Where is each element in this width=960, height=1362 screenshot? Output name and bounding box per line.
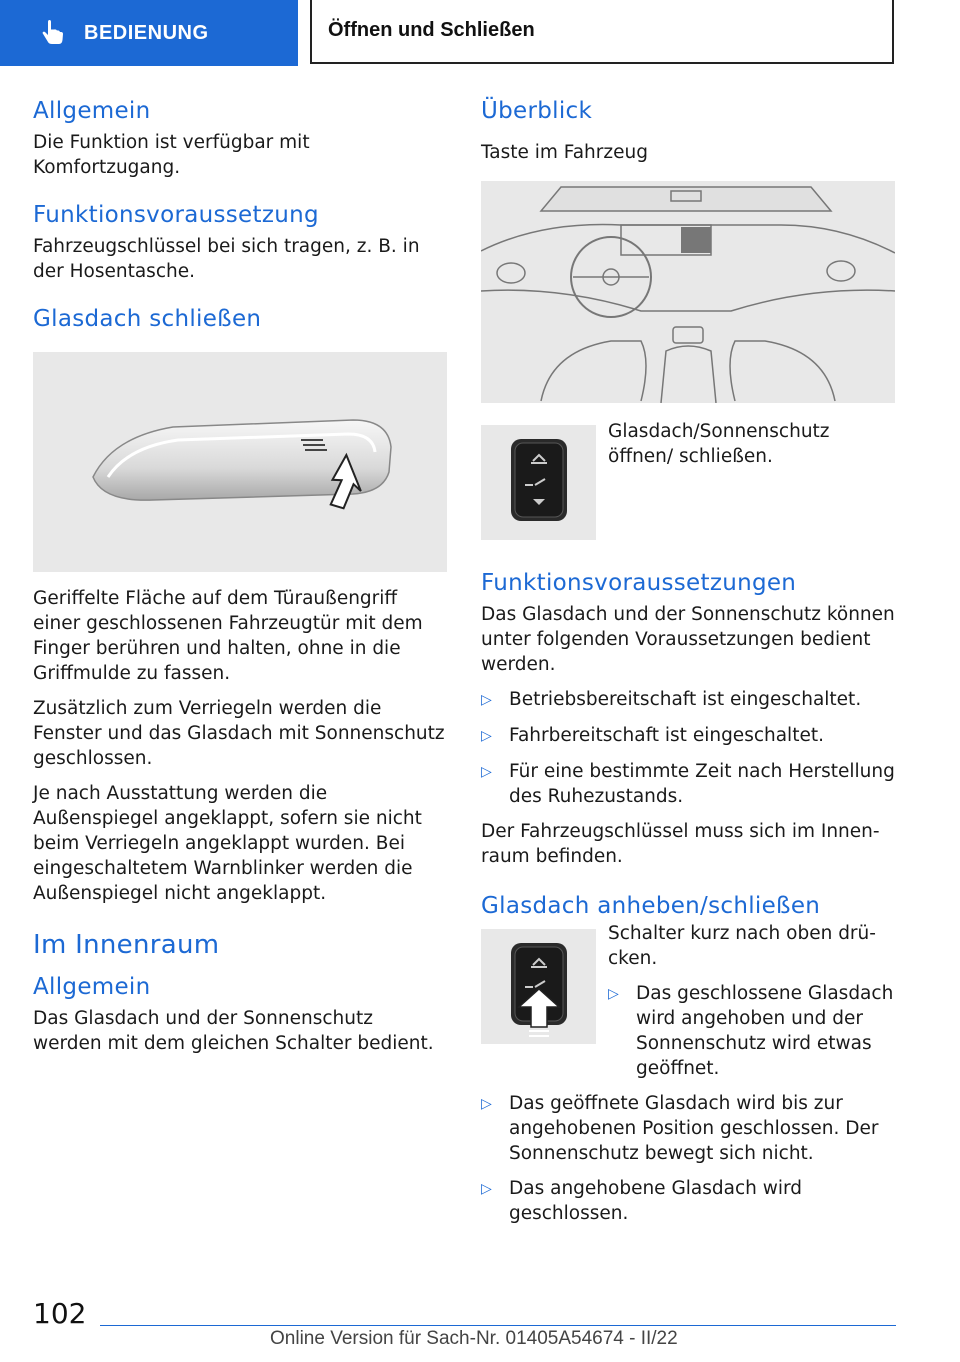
heading-allgemein: Allgemein <box>33 98 151 124</box>
heading-funktionsvoraussetzung: Funktionsvoraussetzung <box>33 202 319 228</box>
chapter-title: Öffnen und Schließen <box>328 18 535 41</box>
list-item: ▷ Das angehobene Glasdach wird geschlossen. <box>481 1178 803 1224</box>
heading-funktionsvoraussetzungen: Funktionsvoraussetzungen <box>481 570 797 596</box>
page-number: 102 <box>33 1297 87 1330</box>
triangle-bullet-icon: ▷ <box>481 764 492 780</box>
chapter-header <box>310 0 894 64</box>
paragraph-verriegeln: Zusätzlich zum Verriegeln werden die Fenster und das Glasdach mit Sonnenschutz geschlossen. <box>33 698 445 769</box>
car-interior-illustration <box>481 181 895 403</box>
paragraph-allgemein: Die Funktion ist verfügbar mit Komfortzugang. <box>33 132 310 178</box>
roof-switch-illustration <box>481 425 596 540</box>
online-version-note: Online Version für Sach-Nr. 01405A54674 - II/22 <box>270 1328 678 1349</box>
triangle-bullet-icon: ▷ <box>481 1096 492 1112</box>
list-item: ▷ Das geöffnete Glasdach wird bis zur angehobenen Position geschlossen. Der Sonnenschutz bewegt sich nicht. <box>481 1093 879 1164</box>
triangle-bullet-icon: ▷ <box>481 728 492 744</box>
section-label: BEDIENUNG <box>84 21 209 44</box>
roof-switch-press-illustration <box>481 929 596 1044</box>
section-tab[interactable] <box>0 0 298 66</box>
anheben-block <box>481 923 895 1081</box>
hand-touch-icon <box>38 18 68 48</box>
list-item: ▷ Betriebsbereitschaft ist eingeschaltet. <box>481 687 895 713</box>
switch-overview-block <box>481 421 895 540</box>
paragraph-fahrzeugschluessel: Der Fahrzeugschlüssel muss sich im Innenraum befinden. <box>481 821 880 867</box>
roof-switch-press-image <box>481 929 596 1044</box>
list-item: ▷ Für eine bestimmte Zeit nach Herstellung des Ruhezustands. <box>481 761 895 807</box>
paragraph-allgemein-2: Das Glasdach und der Sonnenschutz werden mit dem gleichen Schalter bedient. <box>33 1008 434 1054</box>
list-item: ▷ Fahrbereitschaft ist eingeschaltet. <box>481 723 895 749</box>
heading-ueberblick: Überblick <box>481 98 593 124</box>
subheading-taste-im-fahrzeug: Taste im Fahrzeug <box>481 142 648 163</box>
triangle-bullet-icon: ▷ <box>481 692 492 708</box>
triangle-bullet-icon: ▷ <box>608 986 619 1002</box>
left-column <box>33 98 447 1056</box>
anheben-caption: Schalter kurz nach oben drücken. <box>608 923 876 969</box>
heading-glasdach-anheben: Glasdach anheben/schließen <box>481 893 821 919</box>
paragraph-funktionsvoraussetzungen: Das Glasdach und der Sonnenschutz können unter folgenden Voraussetzungen bedient werden. <box>481 604 895 675</box>
roof-switch-image <box>481 425 596 540</box>
right-column <box>481 98 895 1226</box>
heading-im-innenraum: Im Innenraum <box>33 930 220 960</box>
footer-divider <box>100 1325 896 1326</box>
switch-caption: Glasdach/Sonnenschutz öffnen/ schließen. <box>608 421 830 467</box>
door-handle-illustration <box>33 352 447 572</box>
door-handle-image <box>33 352 447 572</box>
paragraph-funktionsvoraussetzung: Fahrzeugschlüssel bei sich tragen, z. B. in der Hosentasche. <box>33 236 420 282</box>
heading-allgemein-2: Allgemein <box>33 974 151 1000</box>
triangle-bullet-icon: ▷ <box>481 1181 492 1197</box>
paragraph-aussenspiegel: Je nach Ausstattung werden die Außenspiegel angeklappt, sofern sie nicht beim Verriegeln angeklappt wurden. Bei eingeschaltetem Warnblinker werden die Außenspiegel nicht angeklappt. <box>33 783 422 904</box>
heading-glasdach-schliessen: Glasdach schließen <box>33 306 262 332</box>
list-item: ▷ Das geschlossene Glasdach wird angehoben und der Sonnenschutz wird etwas geöffnet. <box>608 983 894 1079</box>
paragraph-geriffelte-flaeche: Geriffelte Fläche auf dem Türaußengriff einer geschlossenen Fahrzeugtür mit dem Finger berühren und halten, ohne in die Griffmulde zu fassen. <box>33 588 423 684</box>
car-interior-image <box>481 181 895 403</box>
